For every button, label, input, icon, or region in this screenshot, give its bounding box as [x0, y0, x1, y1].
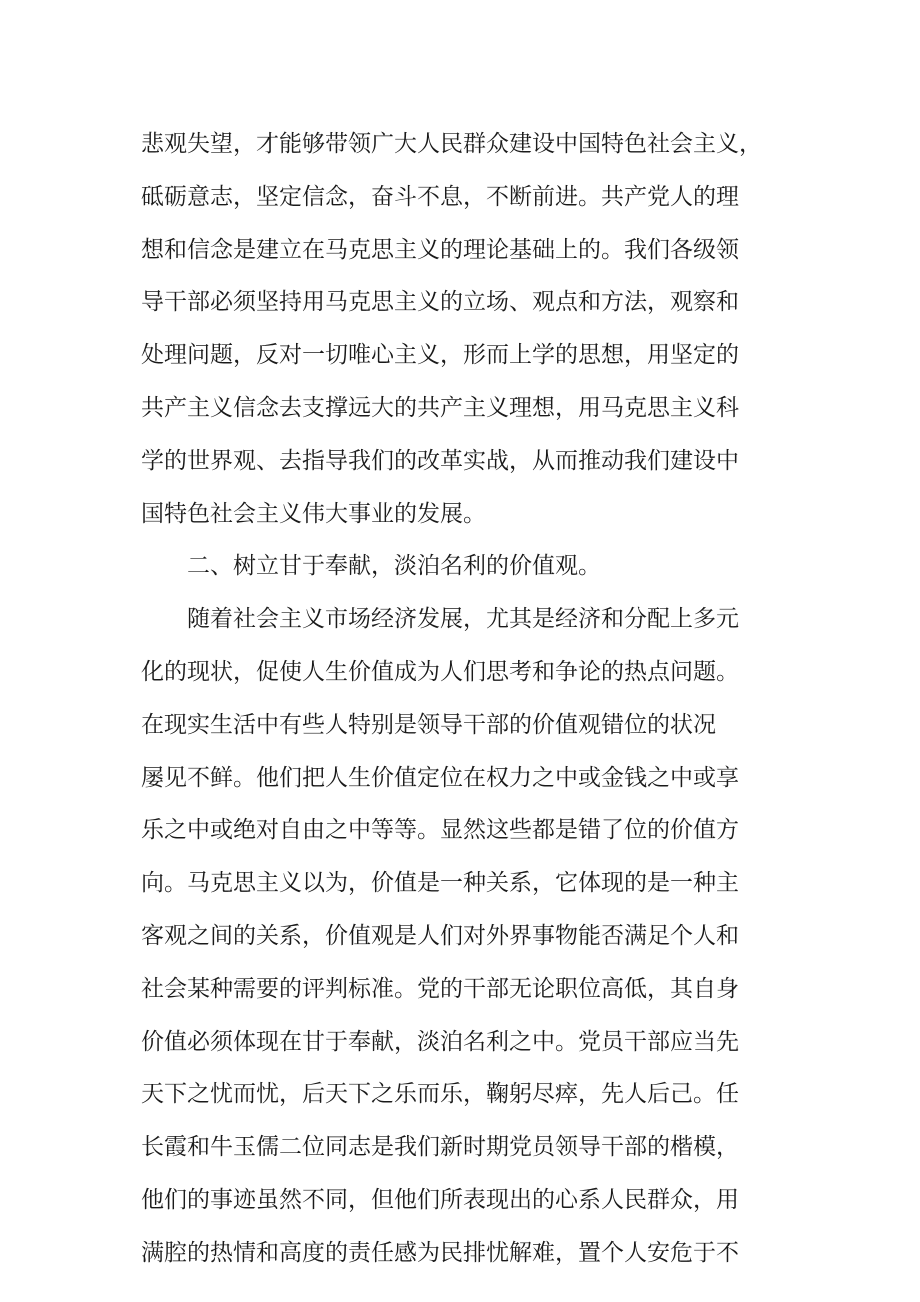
text-line: 向。马克思主义以为，价值是一种关系，它体现的是一种主: [141, 870, 739, 897]
paragraph-first-line: 随着社会主义市场经济发展，尤其是经济和分配上多元: [187, 606, 739, 633]
text-line: 价值必须体现在甘于奉献，淡泊名利之中。党员干部应当先: [141, 1028, 739, 1055]
text-line: 处理问题，反对一切唯心主义，形而上学的思想，用坚定的: [141, 342, 739, 369]
text-line: 导干部必须坚持用马克思主义的立场、观点和方法，观察和: [141, 289, 739, 316]
text-line: 乐之中或绝对自由之中等等。显然这些都是错了位的价值方: [141, 817, 739, 844]
text-line: 悲观失望，才能够带领广大人民群众建设中国特色社会主义，: [141, 131, 762, 157]
paragraph-first-line: 二、树立甘于奉献，淡泊名利的价值观。: [187, 553, 601, 580]
text-line: 他们的事迹虽然不同，但他们所表现出的心系人民群众，用: [141, 1186, 739, 1213]
text-line: 长霞和牛玉儒二位同志是我们新时期党员领导干部的楷模，: [141, 1134, 739, 1161]
text-line: 客观之间的关系，价值观是人们对外界事物能否满足个人和: [141, 922, 739, 949]
text-line: 砥砺意志，坚定信念，奋斗不息，不断前进。共产党人的理: [141, 183, 739, 210]
text-line: 化的现状，促使人生价值成为人们思考和争论的热点问题。: [141, 658, 739, 685]
text-line: 屡见不鲜。他们把人生价值定位在权力之中或金钱之中或享: [141, 764, 739, 791]
text-line: 在现实生活中有些人特别是领导干部的价值观错位的状况: [141, 711, 716, 738]
text-line: 共产主义信念去支撑远大的共产主义理想，用马克思主义科: [141, 394, 739, 421]
text-line: 满腔的热情和高度的责任感为民排忧解难，置个人安危于不: [141, 1239, 739, 1266]
text-line: 想和信念是建立在马克思主义的理论基础上的。我们各级领: [141, 236, 739, 263]
text-line: 国特色社会主义伟大事业的发展。: [141, 500, 486, 527]
text-line: 学的世界观、去指导我们的改革实战，从而推动我们建设中: [141, 447, 739, 474]
text-line: 天下之忧而忧，后天下之乐而乐，鞠躬尽瘁，先人后己。任: [141, 1081, 739, 1108]
body-text: [141, 118, 809, 1280]
text-line: 社会某种需要的评判标准。党的干部无论职位高低，其自身: [141, 975, 739, 1002]
